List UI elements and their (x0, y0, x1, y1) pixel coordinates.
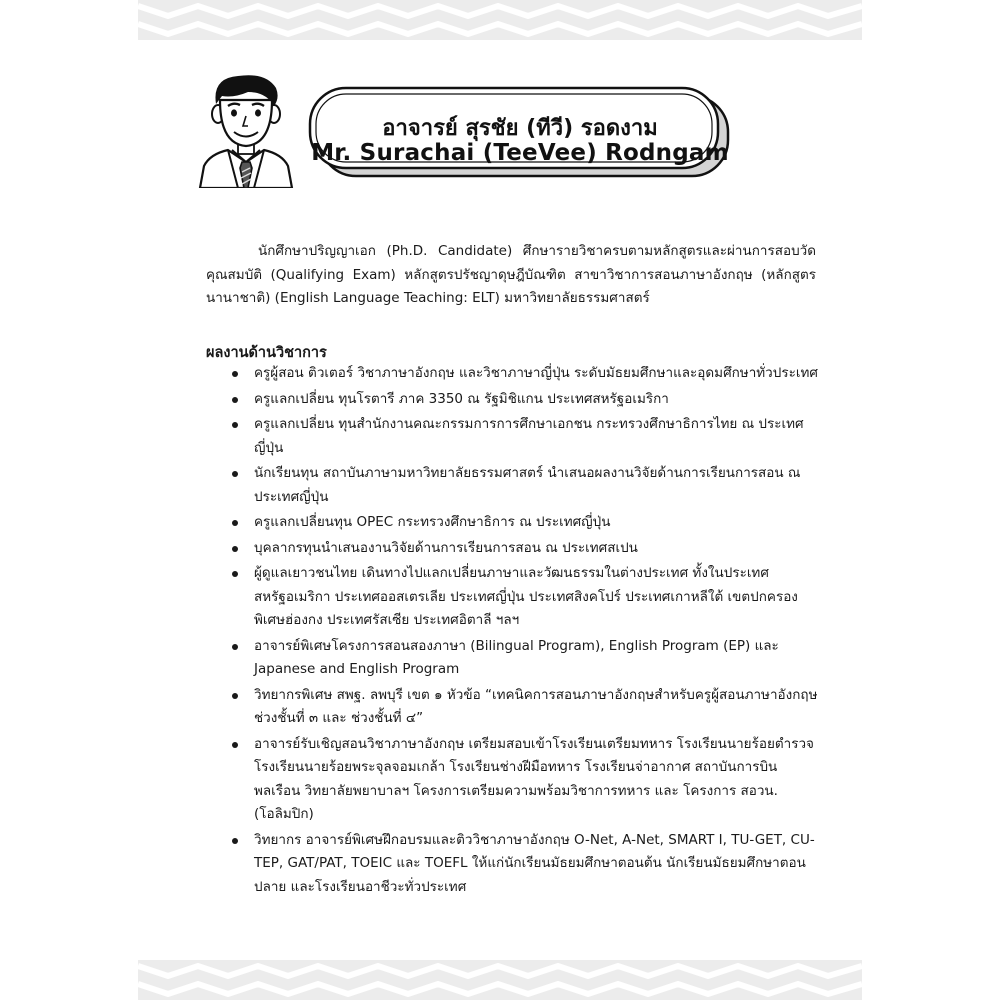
list-item: อาจารย์พิเศษโครงการสอนสองภาษา (Bilingual Program), English Program (EP) และ Japanese and English Program (206, 635, 822, 682)
list-item: บุคลากรทุนนำเสนองานวิจัยด้านการเรียนการสอน ณ ประเทศสเปน (206, 537, 822, 561)
zigzag-border-bottom (138, 960, 862, 1000)
profile-header (138, 60, 862, 200)
intro-paragraph: นักศึกษาปริญญาเอก (Ph.D. Candidate) ศึกษารายวิชาครบตามหลักสูตรและผ่านการสอบวัดคุณสมบัติ (Qualifying Exam) หลักสูตรปรัชญาดุษฎีบัณฑิต สาขาวิชาการสอนภาษาอังกฤษ (หลักสูตรนานาชาติ) (English Language Teaching: ELT) มหาวิทยาลัยธรรมศาสตร์ (206, 243, 816, 306)
zigzag-border-top (138, 0, 862, 40)
list-item: อาจารย์รับเชิญสอนวิชาภาษาอังกฤษ เตรียมสอบเข้าโรงเรียนเตรียมทหาร โรงเรียนนายร้อยตำรวจ โรงเรียนนายร้อยพระจุลจอมเกล้า โรงเรียนช่างฝีมือทหาร โรงเรียนจ่าอากาศ สถาบันการบินพลเรือน วิทยาลัยพยาบาลฯ โครงการเตรียมความพร้อมวิชาการทหาร และ โครงการ สอวน. (โอลิมปิก) (206, 733, 822, 827)
list-item: ผู้ดูแลเยาวชนไทย เดินทางไปแลกเปลี่ยนภาษาและวัฒนธรรมในต่างประเทศ ทั้งในประเทศสหรัฐอเมริกา ประเทศออสเตรเลีย ประเทศญี่ปุ่น ประเทศสิงคโปร์ ประเทศเกาหลีใต้ เขตปกครองพิเศษฮ่องกง ประเทศรัสเซีย ประเทศอิตาลี ฯลฯ (206, 562, 822, 633)
academic-works-list (206, 362, 822, 901)
list-item: วิทยากรพิเศษ สพฐ. ลพบุรี เขต ๑ หัวข้อ “เทคนิคการสอนภาษาอังกฤษสำหรับครูผู้สอนภาษาอังกฤษช่วงชั้นที่ ๓ และ ช่วงชั้นที่ ๔” (206, 684, 822, 731)
list-item: ครูแลกเปลี่ยนทุน OPEC กระทรวงศึกษาธิการ ณ ประเทศญี่ปุ่น (206, 511, 822, 535)
name-thai: อาจารย์ สุรชัย (ทีวี) รอดงาม (382, 116, 658, 141)
name-english: Mr. Surachai (TeeVee) Rodngam (311, 140, 729, 166)
list-item: วิทยากร อาจารย์พิเศษฝึกอบรมและติววิชาภาษาอังกฤษ O-Net, A-Net, SMART I, TU-GET, CU-TEP, GAT/PAT, TOEIC และ TOEFL ให้แก่นักเรียนมัธยมศึกษาตอนต้น นักเรียนมัธยมศึกษาตอนปลาย และโรงเรียนอาชีวะทั่วประเทศ (206, 829, 822, 900)
list-item: นักเรียนทุน สถาบันภาษามหาวิทยาลัยธรรมศาสตร์ นำเสนอผลงานวิจัยด้านการเรียนการสอน ณ ประเทศญี่ปุ่น (206, 462, 822, 509)
cartoon-man-icon (196, 70, 296, 188)
list-item: ครูแลกเปลี่ยน ทุนสำนักงานคณะกรรมการการศึกษาเอกชน กระทรวงศึกษาธิการไทย ณ ประเทศญี่ปุ่น (206, 413, 822, 460)
name-banner (306, 86, 734, 180)
list-item: ครูผู้สอน ติวเตอร์ วิชาภาษาอังกฤษ และวิชาภาษาญี่ปุ่น ระดับมัธยมศึกษาและอุดมศึกษาทั่วประเทศ (206, 362, 822, 386)
document-sheet (138, 0, 862, 1000)
section-title: ผลงานด้านวิชาการ (206, 345, 327, 361)
list-item: ครูแลกเปลี่ยน ทุนโรตารี ภาค 3350 ณ รัฐมิชิแกน ประเทศสหรัฐอเมริกา (206, 388, 822, 412)
